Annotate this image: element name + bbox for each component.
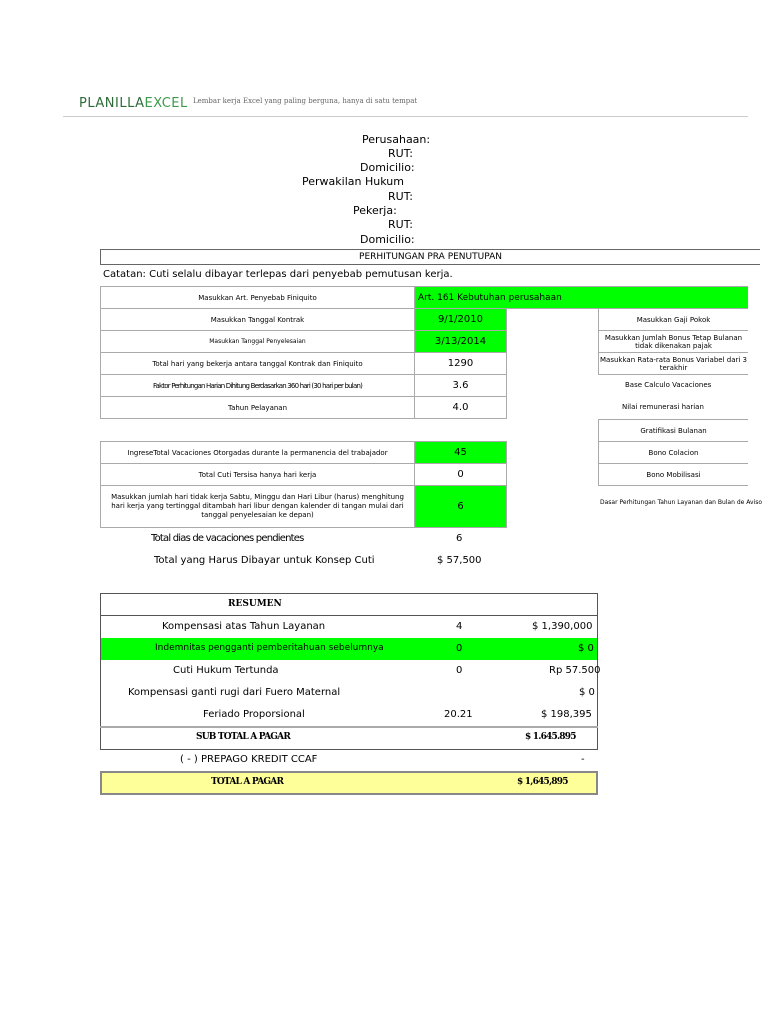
legal-rep-label: Perwakilan Hukum — [302, 175, 404, 188]
days-worked-label: Total hari yang bekerja antara tanggal Kontrak dan Finiquito — [100, 352, 415, 375]
summary-divider — [100, 615, 598, 616]
subtotal-divider — [100, 726, 598, 728]
brand-part1: PLANILLA — [79, 96, 145, 111]
daily-factor-value: 3.6 — [414, 374, 507, 397]
non-working-days-input[interactable]: 6 — [414, 485, 507, 528]
summary-row-amount: $ 198,395 — [541, 709, 592, 720]
vacation-pay-value: $ 57,500 — [437, 555, 482, 566]
variable-bonus-input[interactable]: Masukkan Rata-rata Bonus Variabel dari 3 terakhir — [598, 352, 748, 375]
subtotal-value: $ 1.645.895 — [525, 732, 576, 742]
header-divider — [63, 116, 748, 117]
vacation-note: Catatan: Cuti selalu dibayar terlepas dari penyebab pemutusan kerja. — [103, 269, 453, 280]
contract-date-label: Masukkan Tanggal Kontrak — [100, 308, 415, 331]
rut-label-3: RUT: — [388, 218, 413, 231]
prepago-value: - — [581, 754, 585, 765]
pending-vacation-label: Total dias de vacaciones pendientes — [151, 533, 304, 544]
fixed-bonus-input[interactable]: Masukkan Jumlah Bonus Tetap Bulanan tidak dikenakan pajak — [598, 330, 748, 353]
end-date-label: Masukkan Tanggal Penyelesaian — [100, 330, 415, 353]
base-salary-input[interactable]: Masukkan Gaji Pokok — [598, 308, 748, 331]
daily-remuneration-label: Nilai remunerasi harian — [622, 403, 704, 411]
summary-row-amount: $ 0 — [578, 643, 594, 654]
remaining-days-value: 0 — [414, 463, 507, 486]
end-date-input[interactable]: 3/13/2014 — [414, 330, 507, 353]
summary-row-amount: $ 1,390,000 — [532, 621, 593, 632]
summary-row-label: Indemnitas pengganti pemberitahuan sebelumnya — [155, 643, 384, 653]
address-label-2: Domicilio: — [360, 233, 415, 246]
summary-row-label: Cuti Hukum Tertunda — [173, 665, 279, 676]
prepago-label: ( - ) PREPAGO KREDIT CCAF — [180, 754, 318, 765]
years-service-value: 4.0 — [414, 396, 507, 419]
summary-row-qty: 0 — [456, 665, 463, 676]
daily-factor-label: Faktor Perhitungan Harian Dihitung Berdasarkan 360 hari (30 hari per bulan) — [100, 374, 415, 397]
total-label: TOTAL A PAGAR — [211, 777, 284, 787]
cause-input[interactable]: Art. 161 Kebutuhan perusahaan — [414, 286, 748, 309]
total-value: $ 1,645,895 — [517, 777, 568, 787]
days-worked-value: 1290 — [414, 352, 507, 375]
brand-logo — [79, 96, 188, 111]
vacations-granted-label: IngreseTotal Vacaciones Otorgadas durante la permanencia del trabajador — [100, 441, 415, 464]
mobility-bonus-label: Bono Mobilisasi — [598, 463, 748, 486]
brand-part2: EXCEL — [144, 96, 188, 111]
years-base-label: Dasar Perhitungan Tahun Layanan dan Bulan de Aviso — [600, 499, 762, 506]
subtotal-label: SUB TOTAL A PAGAR — [196, 732, 291, 742]
vacation-pay-label: Total yang Harus Dibayar untuk Konsep Cuti — [154, 555, 375, 566]
rut-label-2: RUT: — [388, 190, 413, 203]
brand-tagline: Lembar kerja Excel yang paling berguna, hanya di satu tempat — [193, 97, 418, 105]
years-service-label: Tahun Pelayanan — [100, 396, 415, 419]
address-label-1: Domicilio: — [360, 161, 415, 174]
summary-title: RESUMEN — [228, 599, 282, 609]
summary-row-qty: 0 — [456, 643, 463, 654]
summary-row-qty: 4 — [456, 621, 463, 632]
vacation-base-label: Base Calculo Vacaciones — [625, 381, 712, 389]
non-working-days-label: Masukkan jumlah hari tidak kerja Sabtu, Minggu dan Hari Libur (harus) menghitung hari kerja yang tertinggal ditambah hari libur dengan kalender di tangan mulai dari tanggal penyelesaian ke depan) — [100, 485, 415, 528]
summary-row-amount: $ 0 — [579, 687, 595, 698]
rut-label-1: RUT: — [388, 147, 413, 160]
company-label: Perusahaan: — [362, 133, 431, 146]
contract-date-input[interactable]: 9/1/2010 — [414, 308, 507, 331]
summary-row-label: Kompensasi ganti rugi dari Fuero Maternal — [128, 687, 341, 698]
sheet-title: PERHITUNGAN PRA PENUTUPAN — [100, 249, 760, 265]
remaining-days-label: Total Cuti Tersisa hanya hari kerja — [100, 463, 415, 486]
worker-label: Pekerja: — [353, 204, 397, 217]
summary-row-label: Feriado Proporsional — [203, 709, 305, 720]
vacations-granted-input[interactable]: 45 — [414, 441, 507, 464]
pending-vacation-value: 6 — [456, 533, 463, 544]
cause-label: Masukkan Art. Penyebab Finiquito — [100, 286, 415, 309]
meal-bonus-label: Bono Colacion — [598, 441, 748, 464]
summary-row-qty: 20.21 — [444, 709, 473, 720]
gratification-label: Gratifikasi Bulanan — [598, 419, 748, 442]
summary-row-label: Kompensasi atas Tahun Layanan — [162, 621, 326, 632]
summary-row-amount: Rp 57.500 — [549, 665, 601, 676]
